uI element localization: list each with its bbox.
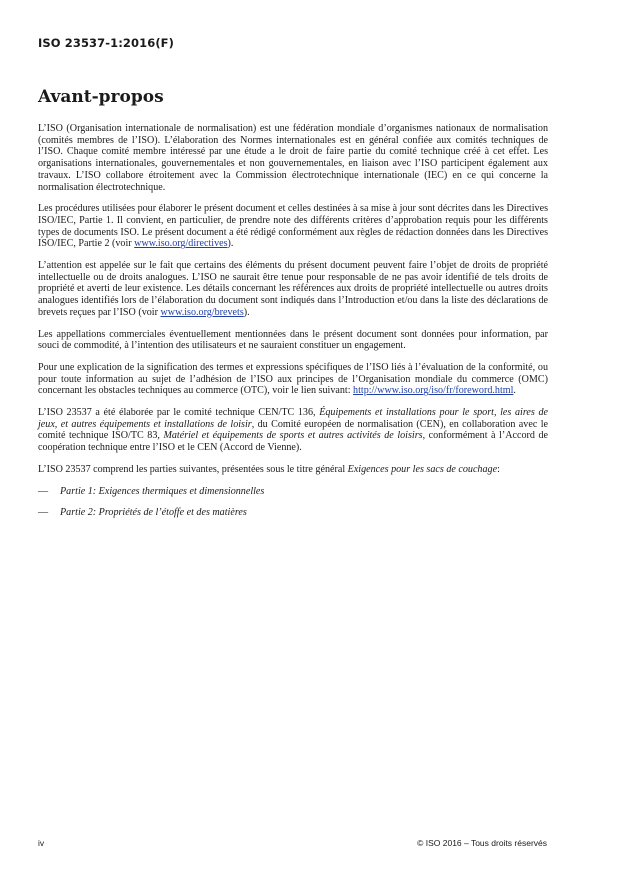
paragraph-text: ).: [243, 306, 250, 318]
paragraph-text: L’attention est appelée sur le fait que certains des éléments du présent document peuvent faire l’objet de droits de propriété intellectuelle ou de droits analogues. L’ISO ne saurait être tenue pour responsable de ne pas avoir identifié de tels droits de propriété et averti de leur existence. Les détails concernant les références aux droits de propriété intellectuelle ou autres droits analogues identifiés lors de l’élaboration du document sont indiqués dans l’Introduction et/ou dans la liste des déclarations de brevets reçues par l’ISO (voir: [38, 260, 548, 318]
paragraph-text: L’ISO 23537 a été élaborée par le comité technique CEN/TC 136,: [38, 407, 320, 419]
paragraph-procedures: [38, 203, 548, 250]
foreword-link[interactable]: http://www.iso.org/iso/fr/foreword.html: [353, 385, 514, 397]
page-title: Avant-propos: [38, 87, 164, 107]
paragraph-iso-intro: L’ISO (Organisation internationale de normalisation) est une fédération mondiale d’organismes nationaux de normalisation (comités membres de l’ISO). L’élaboration des Normes internationales est en général confiée aux comités techniques de l’ISO. Chaque comité membre intéressé par une étude a le droit de faire partie du comité technique créé à cet effet. Les organisations internationales, gouvernementales et non gouvernementales, en liaison avec l’ISO participent également aux travaux. L’ISO collabore étroitement avec la Commission électrotechnique internationale (IEC) en ce qui concerne la normalisation électrotechnique.: [38, 123, 548, 193]
paragraph-text: .: [513, 385, 516, 397]
list-item-text: Partie 1: Exigences thermiques et dimensionnelles: [60, 485, 265, 497]
paragraph-patents: [38, 260, 548, 319]
paragraph-text: Pour une explication de la signification des termes et expressions spécifiques de l’ISO liés à l’évaluation de la conformité, ou pour toute information au sujet de l’adhésion de l’ISO aux principes de l’Organisation mondiale du commerce (OMC) concernant les obstacles techniques au commerce (OTC), voir le lien suivant:: [38, 361, 548, 397]
list-item: [38, 486, 548, 498]
paragraph-parts: [38, 464, 548, 476]
paragraph-text: :: [497, 463, 500, 475]
general-title: Exigences pour les sacs de couchage: [347, 463, 498, 475]
list-item-text: Partie 2: Propriétés de l’étoffe et des matières: [60, 507, 247, 519]
copyright-notice: © ISO 2016 – Tous droits réservés: [417, 838, 547, 848]
list-dash: —: [38, 485, 49, 497]
foreword-body: [38, 123, 548, 529]
list-item: [38, 507, 548, 519]
page-number: iv: [38, 838, 45, 848]
paragraph-committee: [38, 407, 548, 454]
directives-link[interactable]: www.iso.org/directives: [134, 238, 228, 250]
committee-title: Équipements et installations pour le sport, les aires de jeux, et autres équipements et installations de loisir: [38, 407, 548, 430]
paragraph-trade-names: Les appellations commerciales éventuellement mentionnées dans le présent document sont données pour information, par souci de commodité, à l’intention des utilisateurs et ne sauraient constituer un engagement.: [38, 328, 548, 352]
list-dash: —: [38, 507, 49, 519]
document-identifier: ISO 23537-1:2016(F): [38, 36, 174, 50]
paragraph-text: , conformément à l’Accord de coopération technique entre l’ISO et le CEN (Accord de Vienne).: [38, 430, 548, 454]
paragraph-conformity: [38, 362, 548, 397]
paragraph-text: , du Comité européen de normalisation (CEN), en collaboration avec le comité technique ISO/TC 83,: [38, 418, 548, 442]
paragraph-text: L’ISO 23537 comprend les parties suivantes, présentées sous le titre général: [38, 463, 348, 475]
patents-link[interactable]: www.iso.org/brevets: [160, 306, 244, 318]
committee-title: Matériel et équipements de sports et autres activités de loisirs: [163, 430, 423, 442]
paragraph-text: ).: [227, 238, 234, 250]
paragraph-text: Les procédures utilisées pour élaborer le présent document et celles destinées à sa mise à jour sont décrites dans les Directives ISO/IEC, Partie 1. Il convient, en particulier, de prendre note des différents critères d’approbation requis pour les différents types de documents ISO. Le présent document a été rédigé conformément aux règles de rédaction données dans les Directives ISO/IEC, Partie 2 (voir: [38, 203, 548, 250]
